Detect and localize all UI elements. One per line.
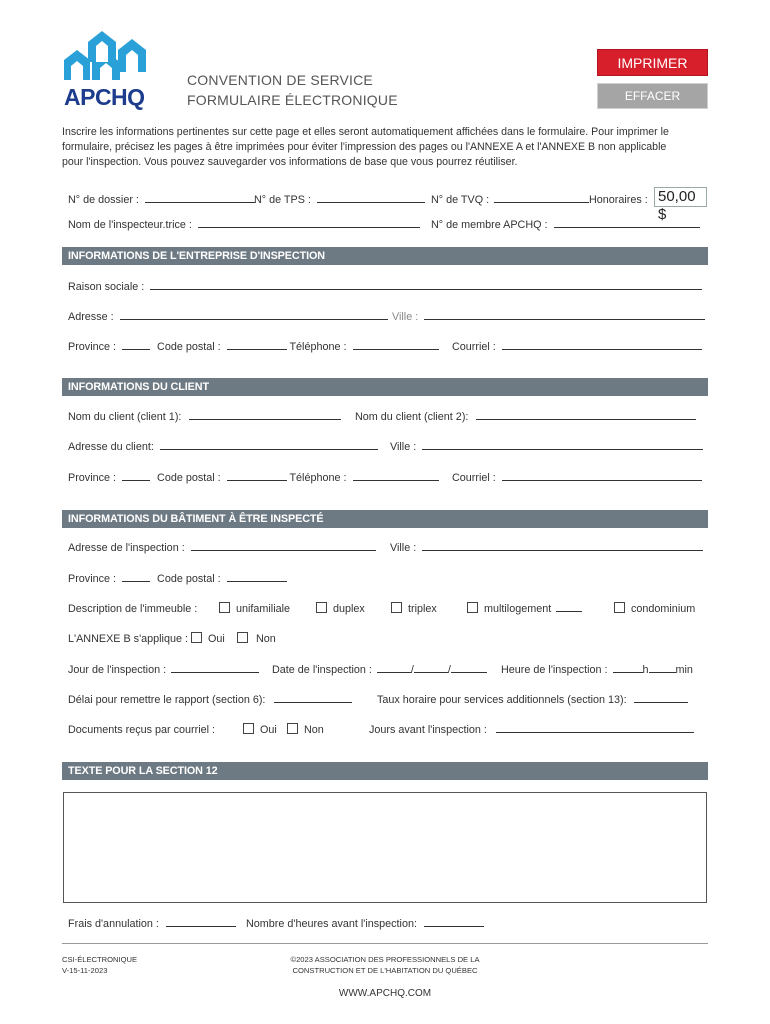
entreprise-ville-row bbox=[392, 311, 705, 323]
client-code-postal-field[interactable] bbox=[227, 472, 287, 481]
tps-label: N° de TPS : bbox=[254, 194, 311, 206]
client-courriel-row bbox=[452, 472, 702, 484]
triplex-label: triplex bbox=[408, 603, 437, 615]
multilogement-checkbox[interactable] bbox=[467, 602, 478, 613]
triplex-checkbox[interactable] bbox=[391, 602, 402, 613]
client-telephone-field[interactable] bbox=[353, 472, 439, 481]
entreprise-province-label: Province : bbox=[68, 341, 117, 353]
duplex-checkbox[interactable] bbox=[316, 602, 327, 613]
unifamiliale-checkbox[interactable] bbox=[219, 602, 230, 613]
section-12-textarea[interactable] bbox=[63, 792, 707, 903]
multilogement-label: multilogement bbox=[484, 603, 552, 615]
inspection-adresse-row bbox=[68, 542, 376, 554]
membre-label: N° de membre APCHQ : bbox=[431, 219, 548, 231]
client2-label: Nom du client (client 2): bbox=[355, 411, 469, 423]
clear-button[interactable]: EFFACER bbox=[597, 83, 708, 109]
date-year-field[interactable] bbox=[451, 664, 487, 673]
jours-avant-label: Jours avant l'inspection : bbox=[369, 724, 487, 736]
tps-field[interactable] bbox=[317, 194, 425, 203]
tps-row bbox=[254, 194, 425, 206]
heure-hours-field[interactable] bbox=[613, 664, 643, 673]
client-courriel-label: Courriel : bbox=[452, 472, 496, 484]
client-code-postal-label: Code postal : bbox=[157, 472, 221, 484]
date-row: Date de l'inspection : / / bbox=[272, 664, 487, 676]
inspection-code-postal-field[interactable] bbox=[227, 573, 287, 582]
delai-row bbox=[68, 694, 352, 706]
nombre-heures-field[interactable] bbox=[424, 918, 484, 927]
entreprise-adresse-row bbox=[68, 311, 388, 323]
raison-label: Raison sociale : bbox=[68, 281, 145, 293]
taux-field[interactable] bbox=[634, 694, 688, 703]
description-label: Description de l'immeuble : bbox=[68, 603, 198, 615]
client-telephone-label: Téléphone : bbox=[289, 472, 347, 484]
multilogement-field[interactable] bbox=[556, 603, 582, 612]
raison-field[interactable] bbox=[150, 281, 702, 290]
client2-row bbox=[355, 411, 696, 423]
annexe-b-oui-checkbox[interactable] bbox=[191, 632, 202, 643]
membre-field[interactable] bbox=[554, 219, 700, 228]
client-adresse-row bbox=[68, 441, 378, 453]
section-12-header: TEXTE POUR LA SECTION 12 bbox=[62, 762, 708, 780]
inspection-province-label: Province : bbox=[68, 573, 117, 585]
heure-h-label: h bbox=[642, 664, 649, 676]
frais-field[interactable] bbox=[166, 918, 236, 927]
footer-divider bbox=[62, 943, 708, 944]
duplex-label: duplex bbox=[333, 603, 365, 615]
jour-label: Jour de l'inspection : bbox=[68, 664, 167, 676]
inspecteur-row bbox=[68, 219, 420, 231]
client-adresse-field[interactable] bbox=[160, 441, 378, 450]
client-province-field[interactable] bbox=[122, 472, 150, 481]
condominium-checkbox[interactable] bbox=[614, 602, 625, 613]
entreprise-adresse-field[interactable] bbox=[120, 311, 388, 320]
annexe-b-oui-label: Oui bbox=[208, 633, 225, 645]
tvq-field[interactable] bbox=[494, 194, 589, 203]
entreprise-province-field[interactable] bbox=[122, 341, 150, 350]
entreprise-contact-row bbox=[68, 341, 439, 353]
entreprise-ville-field[interactable] bbox=[424, 311, 705, 320]
annexe-b-non-label: Non bbox=[256, 633, 276, 645]
inspection-ville-label: Ville : bbox=[390, 542, 417, 554]
inspecteur-label: Nom de l'inspecteur.trice : bbox=[68, 219, 192, 231]
entreprise-telephone-label: Téléphone : bbox=[289, 341, 347, 353]
section-batiment-header: INFORMATIONS DU BÂTIMENT À ÊTRE INSPECTÉ bbox=[62, 510, 708, 528]
intro-line2: formulaire, précisez les pages à être imprimées pour éviter l'impression des pages ou l'ANNEXE A et l'ANNEXE B non applicable bbox=[62, 141, 667, 153]
annexe-b-label: L'ANNEXE B s'applique : bbox=[68, 633, 188, 645]
dossier-label: N° de dossier : bbox=[68, 194, 139, 206]
inspection-ville-row bbox=[390, 542, 703, 554]
inspection-ville-field[interactable] bbox=[422, 542, 703, 551]
multilogement-row bbox=[484, 603, 582, 615]
entreprise-courriel-row bbox=[452, 341, 702, 353]
inspection-code-postal-label: Code postal : bbox=[157, 573, 221, 585]
honoraires-field[interactable]: 50,00 $ bbox=[654, 187, 707, 207]
copyright-line1: ©2023 ASSOCIATION DES PROFESSIONNELS DE LA bbox=[290, 955, 480, 964]
date-label: Date de l'inspection : bbox=[272, 664, 372, 676]
form-code: CSI-ÉLECTRONIQUE bbox=[62, 955, 138, 964]
frais-label: Frais d'annulation : bbox=[68, 918, 159, 930]
client1-field[interactable] bbox=[189, 411, 341, 420]
entreprise-courriel-field[interactable] bbox=[502, 341, 702, 350]
inspection-adresse-label: Adresse de l'inspection : bbox=[68, 542, 185, 554]
delai-field[interactable] bbox=[274, 694, 352, 703]
documents-non-label: Non bbox=[304, 724, 324, 736]
documents-non-checkbox[interactable] bbox=[287, 723, 298, 734]
heure-min-label: min bbox=[675, 664, 693, 676]
jour-row bbox=[68, 664, 259, 676]
client-contact-row bbox=[68, 472, 439, 484]
unifamiliale-label: unifamiliale bbox=[236, 603, 291, 615]
membre-row bbox=[431, 219, 700, 231]
heure-minutes-field[interactable] bbox=[649, 664, 676, 673]
intro-line3: pour l'inspection. Vous pouvez sauvegarder vos informations de base que vous pourrez réutiliser. bbox=[62, 156, 518, 168]
heure-row bbox=[501, 664, 693, 676]
client-ville-field[interactable] bbox=[422, 441, 703, 450]
section-entreprise-header: INFORMATIONS DE L'ENTREPRISE D'INSPECTION bbox=[62, 247, 708, 265]
condominium-label: condominium bbox=[631, 603, 696, 615]
honoraires-label: Honoraires : bbox=[589, 194, 648, 206]
dossier-field[interactable] bbox=[145, 194, 255, 203]
client2-field[interactable] bbox=[476, 411, 696, 420]
annexe-b-non-checkbox[interactable] bbox=[237, 632, 248, 643]
nombre-heures-label: Nombre d'heures avant l'inspection: bbox=[246, 918, 417, 930]
print-button[interactable]: IMPRIMER bbox=[597, 49, 708, 76]
website-link[interactable]: WWW.APCHQ.COM bbox=[338, 988, 432, 999]
delai-label: Délai pour remettre le rapport (section 6): bbox=[68, 694, 266, 706]
apchq-logo-icon bbox=[62, 28, 152, 84]
documents-oui-checkbox[interactable] bbox=[243, 723, 254, 734]
nombre-heures-row bbox=[246, 918, 484, 930]
documents-oui-label: Oui bbox=[260, 724, 277, 736]
raison-row bbox=[68, 281, 702, 293]
jour-field[interactable] bbox=[171, 664, 259, 673]
entreprise-adresse-label: Adresse : bbox=[68, 311, 114, 323]
client1-row bbox=[68, 411, 341, 423]
inspection-province-field[interactable] bbox=[122, 573, 150, 582]
client-ville-row bbox=[390, 441, 703, 453]
inspection-adresse-field[interactable] bbox=[191, 542, 376, 551]
taux-label: Taux horaire pour services additionnels (section 13): bbox=[377, 694, 627, 706]
client-province-label: Province : bbox=[68, 472, 117, 484]
tvq-label: N° de TVQ : bbox=[431, 194, 490, 206]
date-day-field[interactable] bbox=[377, 664, 411, 673]
client-adresse-label: Adresse du client: bbox=[68, 441, 154, 453]
inspection-province-row bbox=[68, 573, 287, 585]
section-client-header: INFORMATIONS DU CLIENT bbox=[62, 378, 708, 396]
copyright-line2: CONSTRUCTION ET DE L'HABITATION DU QUÉBEC bbox=[292, 966, 478, 975]
entreprise-courriel-label: Courriel : bbox=[452, 341, 496, 353]
entreprise-code-postal-label: Code postal : bbox=[157, 341, 221, 353]
client-ville-label: Ville : bbox=[390, 441, 417, 453]
form-title-line1: CONVENTION DE SERVICE bbox=[187, 72, 373, 88]
form-title-line2: FORMULAIRE ÉLECTRONIQUE bbox=[187, 92, 398, 108]
entreprise-telephone-field[interactable] bbox=[353, 341, 439, 350]
client-courriel-field[interactable] bbox=[502, 472, 702, 481]
date-month-field[interactable] bbox=[414, 664, 448, 673]
logo-text: APCHQ bbox=[64, 84, 145, 110]
inspecteur-field[interactable] bbox=[198, 219, 420, 228]
documents-label: Documents reçus par courriel : bbox=[68, 724, 216, 736]
tvq-row bbox=[431, 194, 589, 206]
client1-label: Nom du client (client 1): bbox=[68, 411, 182, 423]
dossier-row bbox=[68, 194, 255, 206]
jours-avant-row bbox=[369, 724, 694, 736]
entreprise-ville-label: Ville : bbox=[392, 311, 419, 323]
entreprise-code-postal-field[interactable] bbox=[227, 341, 287, 350]
frais-row bbox=[68, 918, 236, 930]
intro-line1: Inscrire les informations pertinentes sur cette page et elles seront automatiquement affichées dans le formulaire. Pour imprimer le bbox=[62, 126, 669, 138]
jours-avant-field[interactable] bbox=[496, 724, 694, 733]
form-version: V-15-11-2023 bbox=[62, 966, 108, 975]
heure-label: Heure de l'inspection : bbox=[501, 664, 608, 676]
taux-row bbox=[377, 694, 688, 706]
